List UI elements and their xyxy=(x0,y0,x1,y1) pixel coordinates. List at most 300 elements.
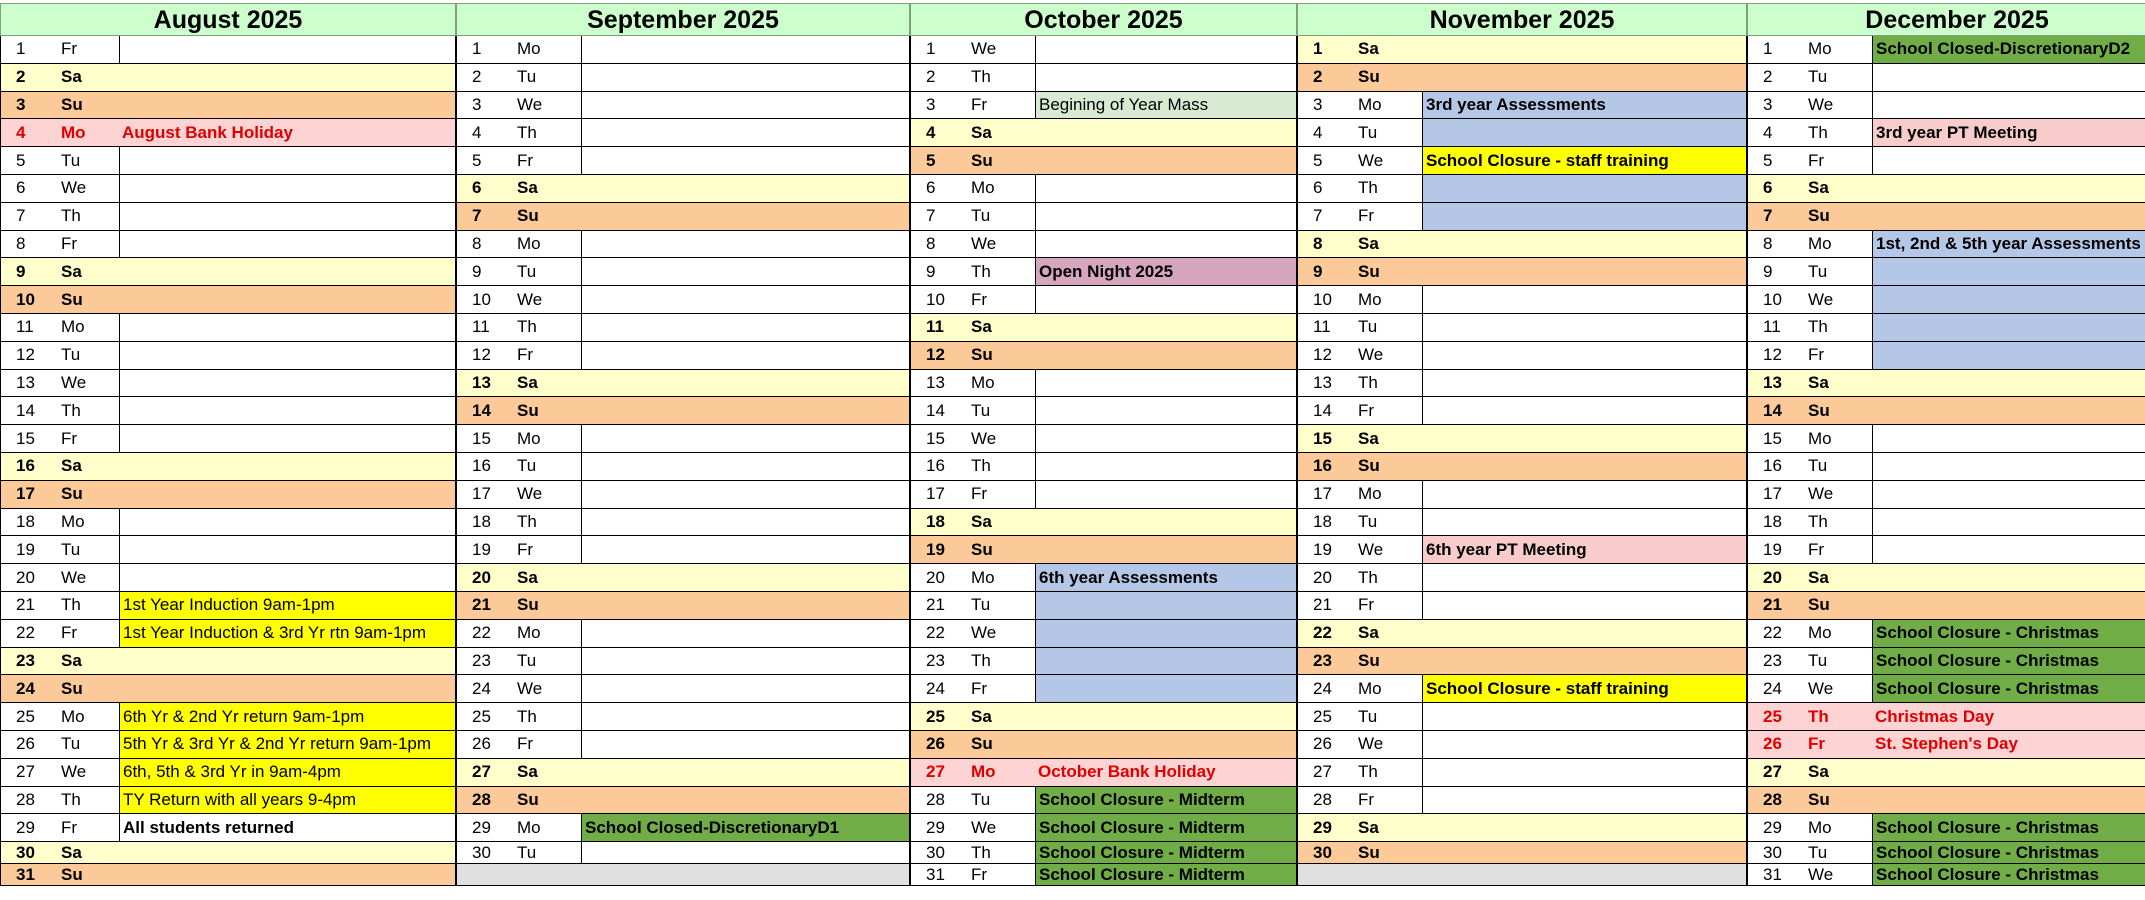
day-row[interactable] xyxy=(456,814,910,842)
event-cell[interactable] xyxy=(1872,453,2145,480)
day-name: Th xyxy=(971,67,991,87)
event-cell[interactable]: School Closed-DiscretionaryD2 xyxy=(1872,36,2145,63)
event-cell[interactable] xyxy=(1872,481,2145,508)
event-cell[interactable]: School Closure - Christmas xyxy=(1872,675,2145,702)
event-cell[interactable] xyxy=(1035,620,1296,647)
day-row[interactable] xyxy=(1297,370,1747,398)
event-cell[interactable] xyxy=(1422,703,1746,730)
day-number: 1 xyxy=(1313,39,1323,59)
day-row[interactable] xyxy=(1297,536,1747,564)
event-cell[interactable]: School Closure - Christmas xyxy=(1872,842,2145,863)
day-row[interactable] xyxy=(456,147,910,175)
event-cell[interactable] xyxy=(1422,731,1746,758)
day-name: We xyxy=(1808,289,1834,309)
day-row[interactable] xyxy=(0,64,456,92)
event-cell[interactable]: School Closure - staff training xyxy=(1422,147,1746,174)
event-cell[interactable] xyxy=(1035,675,1296,702)
event-cell[interactable] xyxy=(1422,175,1746,202)
day-row[interactable] xyxy=(910,731,1297,759)
event-cell[interactable] xyxy=(581,342,909,369)
day-row[interactable] xyxy=(1747,342,2145,370)
day-row[interactable] xyxy=(1297,675,1747,703)
event-cell[interactable] xyxy=(119,314,455,341)
event-cell[interactable] xyxy=(1872,147,2145,174)
day-row[interactable] xyxy=(0,231,456,259)
day-name: We xyxy=(1808,484,1834,504)
event-cell[interactable]: School Closure - Midterm xyxy=(1035,864,1296,885)
day-row[interactable] xyxy=(456,536,910,564)
day-row[interactable] xyxy=(1747,759,2145,787)
day-row[interactable] xyxy=(1747,231,2145,259)
event-cell[interactable]: 6th, 5th & 3rd Yr in 9am-4pm xyxy=(119,759,455,786)
day-number: 24 xyxy=(926,678,945,698)
event-cell[interactable] xyxy=(1035,397,1296,424)
event-cell[interactable]: School Closure - staff training xyxy=(1422,675,1746,702)
event-cell[interactable] xyxy=(119,564,455,591)
event-cell[interactable] xyxy=(1872,342,2145,369)
day-row[interactable] xyxy=(1747,814,2145,842)
day-row[interactable] xyxy=(0,564,456,592)
day-row[interactable] xyxy=(0,175,456,203)
event-cell[interactable] xyxy=(1422,203,1746,230)
event-cell[interactable] xyxy=(1035,286,1296,313)
month-column xyxy=(1747,3,2145,886)
day-row[interactable] xyxy=(910,64,1297,92)
day-row[interactable] xyxy=(910,36,1297,64)
day-row[interactable] xyxy=(1297,509,1747,537)
day-row[interactable] xyxy=(910,536,1297,564)
day-row[interactable] xyxy=(456,731,910,759)
day-row[interactable] xyxy=(1747,787,2145,815)
event-cell[interactable] xyxy=(1035,481,1296,508)
event-cell[interactable] xyxy=(581,258,909,285)
event-cell[interactable]: 1st Year Induction & 3rd Yr rtn 9am-1pm xyxy=(119,620,455,647)
day-row[interactable] xyxy=(1297,64,1747,92)
day-row[interactable] xyxy=(0,119,456,147)
day-row[interactable] xyxy=(456,675,910,703)
event-cell[interactable] xyxy=(1035,648,1296,675)
day-row[interactable] xyxy=(910,648,1297,676)
day-number: 25 xyxy=(472,706,491,726)
day-row[interactable] xyxy=(1747,564,2145,592)
event-cell[interactable]: October Bank Holiday xyxy=(1038,762,1216,782)
day-row[interactable] xyxy=(0,648,456,676)
event-cell[interactable] xyxy=(1872,425,2145,452)
day-name: Fr xyxy=(517,150,534,170)
event-cell[interactable] xyxy=(1035,370,1296,397)
day-row[interactable] xyxy=(456,314,910,342)
day-name: Tu xyxy=(971,789,991,809)
day-row[interactable] xyxy=(0,453,456,481)
day-row[interactable] xyxy=(0,314,456,342)
day-row[interactable] xyxy=(1297,175,1747,203)
day-row[interactable] xyxy=(456,92,910,120)
day-row[interactable] xyxy=(1297,286,1747,314)
day-row[interactable] xyxy=(1747,481,2145,509)
day-row[interactable] xyxy=(1297,620,1747,648)
day-row[interactable] xyxy=(456,64,910,92)
day-row[interactable] xyxy=(456,481,910,509)
event-cell[interactable] xyxy=(581,231,909,258)
day-number: 31 xyxy=(926,864,945,884)
event-cell[interactable] xyxy=(581,675,909,702)
event-cell[interactable] xyxy=(119,203,455,230)
day-row[interactable] xyxy=(1297,36,1747,64)
day-row[interactable] xyxy=(456,258,910,286)
day-row[interactable] xyxy=(456,370,910,398)
day-row[interactable] xyxy=(456,453,910,481)
event-cell[interactable] xyxy=(581,119,909,146)
day-row[interactable] xyxy=(910,119,1297,147)
event-cell[interactable]: Open Night 2025 xyxy=(1035,258,1296,285)
day-row[interactable] xyxy=(1747,370,2145,398)
day-row[interactable] xyxy=(0,731,456,759)
day-row[interactable] xyxy=(1297,648,1747,676)
day-row[interactable] xyxy=(1297,481,1747,509)
day-row[interactable] xyxy=(1297,759,1747,787)
event-cell[interactable] xyxy=(581,509,909,536)
day-row[interactable] xyxy=(910,147,1297,175)
event-cell[interactable]: Begining of Year Mass xyxy=(1035,92,1296,119)
day-number: 5 xyxy=(1313,150,1323,170)
event-cell[interactable] xyxy=(1422,481,1746,508)
event-cell[interactable]: 6th year Assessments xyxy=(1035,564,1296,591)
day-number: 25 xyxy=(1763,706,1782,726)
day-row[interactable] xyxy=(910,453,1297,481)
event-cell[interactable] xyxy=(1422,509,1746,536)
day-row[interactable] xyxy=(910,342,1297,370)
day-row[interactable] xyxy=(910,703,1297,731)
event-cell[interactable] xyxy=(1422,286,1746,313)
event-cell[interactable] xyxy=(1035,203,1296,230)
day-row[interactable] xyxy=(1747,620,2145,648)
event-cell[interactable] xyxy=(581,453,909,480)
event-cell[interactable] xyxy=(119,397,455,424)
day-row[interactable] xyxy=(1747,703,2145,731)
event-cell[interactable]: TY Return with all years 9-4pm xyxy=(119,787,455,814)
day-row[interactable] xyxy=(1297,425,1747,453)
day-row[interactable] xyxy=(1747,397,2145,425)
day-row[interactable] xyxy=(910,231,1297,259)
day-name: Tu xyxy=(1358,511,1378,531)
event-cell[interactable] xyxy=(1035,64,1296,91)
day-row[interactable] xyxy=(1747,842,2145,864)
day-name: Su xyxy=(1358,67,1380,87)
day-row[interactable] xyxy=(0,425,456,453)
day-row[interactable] xyxy=(910,814,1297,842)
day-row[interactable] xyxy=(910,787,1297,815)
day-row[interactable] xyxy=(1747,119,2145,147)
day-row[interactable] xyxy=(456,286,910,314)
event-cell[interactable]: School Closure - Christmas xyxy=(1872,648,2145,675)
day-row[interactable] xyxy=(1747,92,2145,120)
day-row[interactable] xyxy=(456,36,910,64)
day-row[interactable] xyxy=(910,286,1297,314)
event-cell[interactable] xyxy=(1872,509,2145,536)
event-cell[interactable]: 3rd year PT Meeting xyxy=(1872,119,2145,146)
day-row[interactable] xyxy=(456,787,910,815)
day-row[interactable] xyxy=(1747,453,2145,481)
event-cell[interactable]: School Closure - Christmas xyxy=(1872,864,2145,885)
day-row[interactable] xyxy=(1747,675,2145,703)
event-cell[interactable] xyxy=(1035,231,1296,258)
day-row[interactable] xyxy=(0,536,456,564)
event-cell[interactable] xyxy=(1422,119,1746,146)
day-name: Th xyxy=(1358,178,1378,198)
event-cell[interactable]: 1st, 2nd & 5th year Assessments xyxy=(1872,231,2145,258)
day-row[interactable] xyxy=(0,92,456,120)
day-row[interactable] xyxy=(456,231,910,259)
event-cell[interactable] xyxy=(581,648,909,675)
day-row[interactable] xyxy=(0,864,456,886)
event-cell[interactable] xyxy=(119,425,455,452)
day-row[interactable] xyxy=(0,759,456,787)
day-name: Th xyxy=(1808,511,1828,531)
event-cell[interactable] xyxy=(581,536,909,563)
day-row[interactable] xyxy=(456,620,910,648)
event-cell[interactable] xyxy=(581,842,909,863)
event-cell[interactable] xyxy=(1035,175,1296,202)
day-row[interactable] xyxy=(1747,864,2145,886)
day-row[interactable] xyxy=(910,864,1297,886)
day-row[interactable] xyxy=(0,147,456,175)
day-row[interactable] xyxy=(0,481,456,509)
day-row[interactable] xyxy=(910,620,1297,648)
event-cell[interactable] xyxy=(581,731,909,758)
day-number: 27 xyxy=(1313,762,1332,782)
event-cell[interactable] xyxy=(1422,342,1746,369)
event-cell[interactable]: School Closed-DiscretionaryD1 xyxy=(581,814,909,841)
event-cell[interactable] xyxy=(119,147,455,174)
day-row[interactable] xyxy=(910,564,1297,592)
day-row[interactable] xyxy=(910,759,1297,787)
day-row[interactable] xyxy=(910,314,1297,342)
day-row[interactable] xyxy=(0,675,456,703)
event-cell[interactable] xyxy=(1872,64,2145,91)
day-number: 5 xyxy=(472,150,482,170)
day-row[interactable] xyxy=(456,842,910,864)
day-name: Fr xyxy=(971,484,988,504)
day-row[interactable] xyxy=(0,703,456,731)
day-row[interactable] xyxy=(0,509,456,537)
event-cell[interactable] xyxy=(1872,314,2145,341)
day-row[interactable] xyxy=(910,675,1297,703)
day-row[interactable] xyxy=(1297,119,1747,147)
day-row[interactable] xyxy=(0,814,456,842)
day-row[interactable] xyxy=(456,175,910,203)
day-row[interactable] xyxy=(1297,814,1747,842)
event-cell[interactable] xyxy=(1422,592,1746,619)
day-name: Th xyxy=(971,261,991,281)
event-cell[interactable] xyxy=(1035,453,1296,480)
day-row[interactable] xyxy=(456,119,910,147)
event-cell[interactable] xyxy=(581,481,909,508)
event-cell[interactable] xyxy=(1422,759,1746,786)
event-cell[interactable]: 6th Yr & 2nd Yr return 9am-1pm xyxy=(119,703,455,730)
day-row[interactable] xyxy=(1747,286,2145,314)
event-cell[interactable]: August Bank Holiday xyxy=(122,122,293,142)
event-cell[interactable] xyxy=(119,536,455,563)
day-number: 11 xyxy=(16,317,34,337)
day-row[interactable] xyxy=(456,759,910,787)
day-row[interactable] xyxy=(456,703,910,731)
event-cell[interactable] xyxy=(581,425,909,452)
day-row[interactable] xyxy=(1747,592,2145,620)
day-row[interactable] xyxy=(0,258,456,286)
day-row[interactable] xyxy=(0,286,456,314)
day-number: 15 xyxy=(472,428,491,448)
day-row[interactable] xyxy=(1297,787,1747,815)
day-row[interactable] xyxy=(1297,92,1747,120)
event-cell[interactable] xyxy=(1872,92,2145,119)
day-row[interactable] xyxy=(910,481,1297,509)
day-row[interactable] xyxy=(1747,175,2145,203)
day-row[interactable] xyxy=(0,787,456,815)
event-cell[interactable]: Christmas Day xyxy=(1875,706,1995,726)
day-row[interactable] xyxy=(1297,731,1747,759)
day-row[interactable] xyxy=(910,842,1297,864)
day-row[interactable] xyxy=(910,370,1297,398)
day-name: Fr xyxy=(517,345,534,365)
event-cell[interactable] xyxy=(119,509,455,536)
day-row[interactable] xyxy=(1747,536,2145,564)
event-cell[interactable]: School Closure - Christmas xyxy=(1872,620,2145,647)
event-cell[interactable]: School Closure - Midterm xyxy=(1035,842,1296,863)
event-cell[interactable]: 6th year PT Meeting xyxy=(1422,536,1746,563)
day-row[interactable] xyxy=(456,342,910,370)
event-cell[interactable]: 1st Year Induction 9am-1pm xyxy=(119,592,455,619)
day-number: 24 xyxy=(16,678,35,698)
day-row[interactable] xyxy=(1297,842,1747,864)
event-cell[interactable] xyxy=(1035,592,1296,619)
day-row[interactable] xyxy=(0,342,456,370)
event-cell[interactable] xyxy=(1872,286,2145,313)
day-row[interactable] xyxy=(1747,36,2145,64)
event-cell[interactable] xyxy=(581,36,909,63)
event-cell[interactable] xyxy=(119,175,455,202)
event-cell[interactable]: School Closure - Midterm xyxy=(1035,814,1296,841)
event-cell[interactable] xyxy=(581,92,909,119)
event-cell[interactable]: School Closure - Midterm xyxy=(1035,787,1296,814)
event-cell[interactable] xyxy=(1422,564,1746,591)
event-cell[interactable] xyxy=(581,620,909,647)
event-cell[interactable] xyxy=(1035,425,1296,452)
day-name: Sa xyxy=(971,706,992,726)
day-name: We xyxy=(517,484,543,504)
day-row[interactable] xyxy=(1297,703,1747,731)
day-number: 9 xyxy=(16,261,26,281)
day-row[interactable] xyxy=(1297,258,1747,286)
day-row[interactable] xyxy=(1297,397,1747,425)
event-cell[interactable] xyxy=(119,370,455,397)
event-cell[interactable] xyxy=(1872,536,2145,563)
day-row[interactable] xyxy=(456,203,910,231)
day-row[interactable] xyxy=(0,370,456,398)
day-name: Mo xyxy=(61,706,85,726)
event-cell[interactable] xyxy=(581,286,909,313)
day-row[interactable] xyxy=(910,425,1297,453)
day-row[interactable] xyxy=(910,509,1297,537)
day-row[interactable] xyxy=(1747,314,2145,342)
day-row[interactable] xyxy=(0,620,456,648)
day-number: 25 xyxy=(16,706,35,726)
event-cell[interactable]: St. Stephen's Day xyxy=(1875,734,2018,754)
event-cell[interactable] xyxy=(119,231,455,258)
day-row[interactable] xyxy=(910,592,1297,620)
day-row[interactable] xyxy=(0,36,456,64)
day-row[interactable] xyxy=(910,203,1297,231)
event-cell[interactable]: School Closure - Christmas xyxy=(1872,814,2145,841)
event-cell[interactable] xyxy=(581,703,909,730)
day-row[interactable] xyxy=(0,842,456,864)
event-cell[interactable]: All students returned xyxy=(119,814,455,841)
day-row[interactable] xyxy=(1297,147,1747,175)
day-number: 7 xyxy=(1313,206,1323,226)
event-cell[interactable] xyxy=(581,314,909,341)
day-row[interactable] xyxy=(456,648,910,676)
day-name: Su xyxy=(1358,842,1380,862)
day-row[interactable] xyxy=(0,592,456,620)
day-row[interactable] xyxy=(910,175,1297,203)
day-row[interactable] xyxy=(456,397,910,425)
day-row[interactable] xyxy=(1747,147,2145,175)
event-cell[interactable] xyxy=(581,64,909,91)
event-cell[interactable] xyxy=(1422,787,1746,814)
day-row[interactable] xyxy=(1297,453,1747,481)
day-row[interactable] xyxy=(1297,203,1747,231)
day-row[interactable] xyxy=(456,592,910,620)
event-cell[interactable] xyxy=(119,36,455,63)
event-cell[interactable]: 3rd year Assessments xyxy=(1422,92,1746,119)
day-row[interactable] xyxy=(456,509,910,537)
day-row[interactable] xyxy=(1297,314,1747,342)
day-row[interactable] xyxy=(910,92,1297,120)
event-cell[interactable] xyxy=(1422,370,1746,397)
day-name: Th xyxy=(61,789,81,809)
day-number: 28 xyxy=(1313,789,1332,809)
day-row[interactable] xyxy=(1747,64,2145,92)
event-cell[interactable] xyxy=(581,147,909,174)
day-name: Th xyxy=(517,706,537,726)
day-row[interactable] xyxy=(1297,592,1747,620)
day-row[interactable] xyxy=(1747,425,2145,453)
day-row[interactable] xyxy=(1297,564,1747,592)
event-cell[interactable] xyxy=(119,342,455,369)
day-name: We xyxy=(1808,94,1834,114)
day-number: 31 xyxy=(1763,864,1782,884)
day-name: We xyxy=(971,428,997,448)
event-cell[interactable] xyxy=(1872,258,2145,285)
day-number: 5 xyxy=(1763,150,1773,170)
day-row[interactable] xyxy=(0,203,456,231)
day-row[interactable] xyxy=(910,397,1297,425)
day-row[interactable] xyxy=(1747,203,2145,231)
event-cell[interactable]: 5th Yr & 3rd Yr & 2nd Yr return 9am-1pm xyxy=(119,731,455,758)
day-row[interactable] xyxy=(456,425,910,453)
day-row[interactable] xyxy=(1747,648,2145,676)
day-row[interactable] xyxy=(456,564,910,592)
day-row[interactable] xyxy=(0,397,456,425)
event-cell[interactable] xyxy=(1422,397,1746,424)
day-row[interactable] xyxy=(1297,231,1747,259)
day-row[interactable] xyxy=(1747,731,2145,759)
day-row[interactable] xyxy=(1297,342,1747,370)
day-row[interactable] xyxy=(1747,509,2145,537)
event-cell[interactable] xyxy=(1422,314,1746,341)
event-cell[interactable] xyxy=(1035,36,1296,63)
day-row[interactable] xyxy=(1747,258,2145,286)
day-row[interactable] xyxy=(910,258,1297,286)
